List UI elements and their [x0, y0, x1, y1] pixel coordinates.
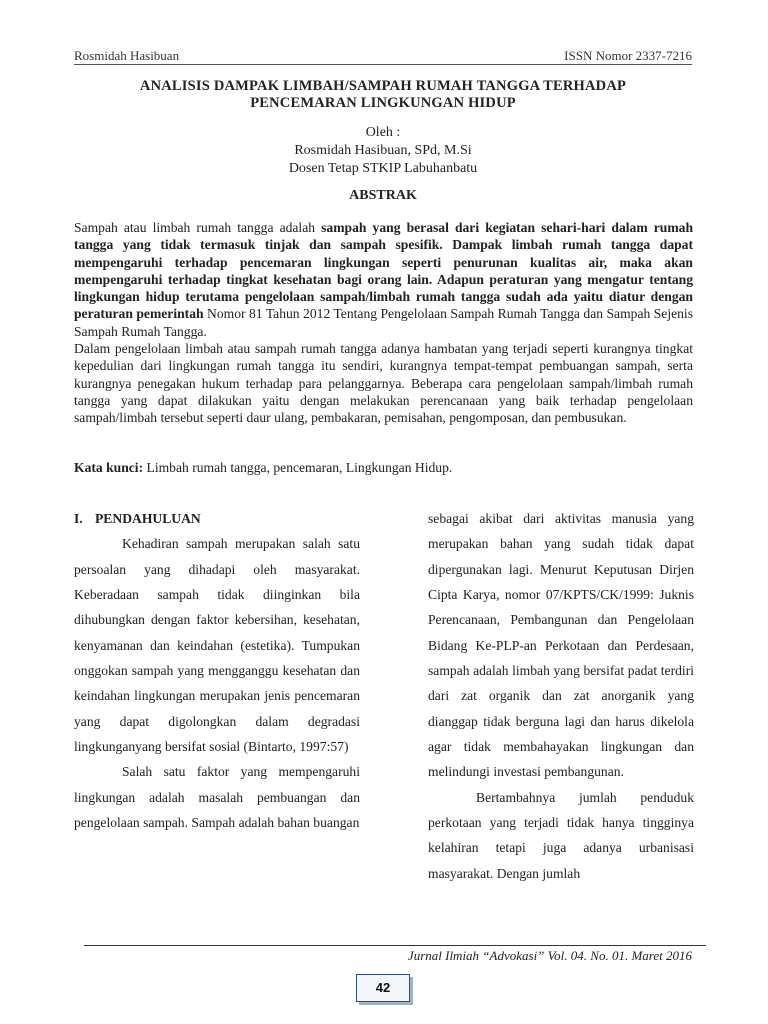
- title-line-1: ANALISIS DAMPAK LIMBAH/SAMPAH RUMAH TANGGA TERHADAP: [139, 78, 627, 94]
- abstract-paragraph-1: [74, 219, 693, 340]
- keywords-label: Kata kunci:: [74, 460, 144, 475]
- author-name: Rosmidah Hasibuan, SPd, M.Si: [294, 143, 472, 158]
- abstract-heading: ABSTRAK: [349, 188, 417, 203]
- section-number: I.: [74, 511, 83, 526]
- footer-journal: Jurnal Ilmiah “Advokasi” Vol. 04. No. 01. Maret 2016: [407, 948, 692, 963]
- paper-title: [74, 78, 692, 112]
- footer-rule: [84, 945, 706, 946]
- author-block: [74, 124, 692, 178]
- body-paragraph: Salah satu faktor yang mempengaruhi lingkungan adalah masalah pembuangan dan pengelolaan sampah. Sampah adalah bahan buangan: [74, 764, 360, 831]
- header-rule: [74, 64, 692, 65]
- keywords-value: Limbah rumah tangga, pencemaran, Lingkungan Hidup.: [143, 460, 453, 475]
- column-right: [428, 506, 694, 886]
- keywords: [74, 460, 693, 476]
- abstract-paragraph-2: Dalam pengelolaan limbah atau sampah rumah tangga adanya hambatan yang terjadi seperti kurangnya tingkat kepedulian dari lingkungan rumah tangga itu sendiri, kurangnya tempat-tempat pembuangan sampah, serta kurangnya penegakan hukum terhadap para pelanggarnya. Beberapa cara pengelolaan sampah/limbah rumah tangga yang dapat dilakukan yaitu dengan melakukan perencanaan yang baik terhadap pengelolaan sampah/limbah tersebut seperti daur ulang, pembakaran, pemisahan, pengomposan, dan pembusukan.: [74, 341, 693, 426]
- abstract-body: [74, 219, 693, 427]
- section-heading: [74, 506, 360, 531]
- section-title: PENDAHULUAN: [95, 511, 201, 526]
- abstract-p1-tail: Nomor 81 Tahun 2012 Tentang Pengelolaan Sampah Rumah Tangga dan Sampah Sejenis Sampah Rumah Tangga.: [74, 306, 694, 339]
- title-line-2: PENCEMARAN LINGKUNGAN HIDUP: [250, 95, 516, 111]
- author-by: Oleh :: [365, 125, 401, 140]
- header-author: Rosmidah Hasibuan: [74, 48, 180, 63]
- abstract-p1-lead: Sampah atau limbah rumah tangga adalah: [74, 220, 322, 235]
- abstract-p1-bold: sampah yang berasal dari kegiatan sehari-hari dalam rumah tangga yang tidak termasuk tinjak dan sampah spesifik. Dampak limbah rumah tangga dapat mempengaruhi terhadap pencemaran lingkungan seperti penurunan kualitas air, maka akan mempengaruhi terhadap tingkat kesehatan bagi orang lain. Adapun peraturan yang mengatur tentang lingkungan hidup terutama pengelolaan sampah/limbah rumah tangga sudah ada yaitu diatur dengan peraturan pemerintah: [74, 220, 693, 322]
- author-affiliation: Dosen Tetap STKIP Labuhanbatu: [288, 161, 478, 176]
- body-paragraph: sebagai akibat dari aktivitas manusia yang merupakan bahan yang sudah tidak dapat dipergunakan lagi. Menurut Keputusan Dirjen Cipta Karya, nomor 07/KPTS/CK/1999: Juknis Perencanaan, Pembangunan dan Pengelolaan Bidang Ke-PLP-an Perkotaan dan Perdesaan, sampah adalah limbah yang bersifat padat terdiri dari zat organik dan zat anorganik yang dianggap tidak berguna lagi dan harus dikelola agar tidak membahayakan lingkungan dan melindungi investasi pembangunan.: [428, 511, 694, 780]
- body-paragraph: Bertambahnya jumlah penduduk perkotaan yang terjadi tidak hanya tingginya kelahiran tetapi juga adanya urbanisasi masyarakat. Dengan jumlah: [428, 789, 694, 881]
- body-paragraph: Kehadiran sampah merupakan salah satu persoalan yang dihadapi oleh masyarakat. Keberadaan sampah tidak diinginkan bila dihubungkan dengan faktor kebersihan, kesehatan, kenyamanan dan keindahan (estetika). Tumpukan onggokan sampah yang mengganggu kesehatan dan keindahan lingkungan merupakan jenis pencemaran yang dapat digolongkan dalam degradasi lingkunganyang bersifat sosial (Bintarto, 1997:57): [74, 536, 360, 755]
- page-number: 42: [356, 974, 410, 1002]
- column-left: [74, 506, 360, 835]
- header-issn: ISSN Nomor 2337-7216: [564, 48, 692, 63]
